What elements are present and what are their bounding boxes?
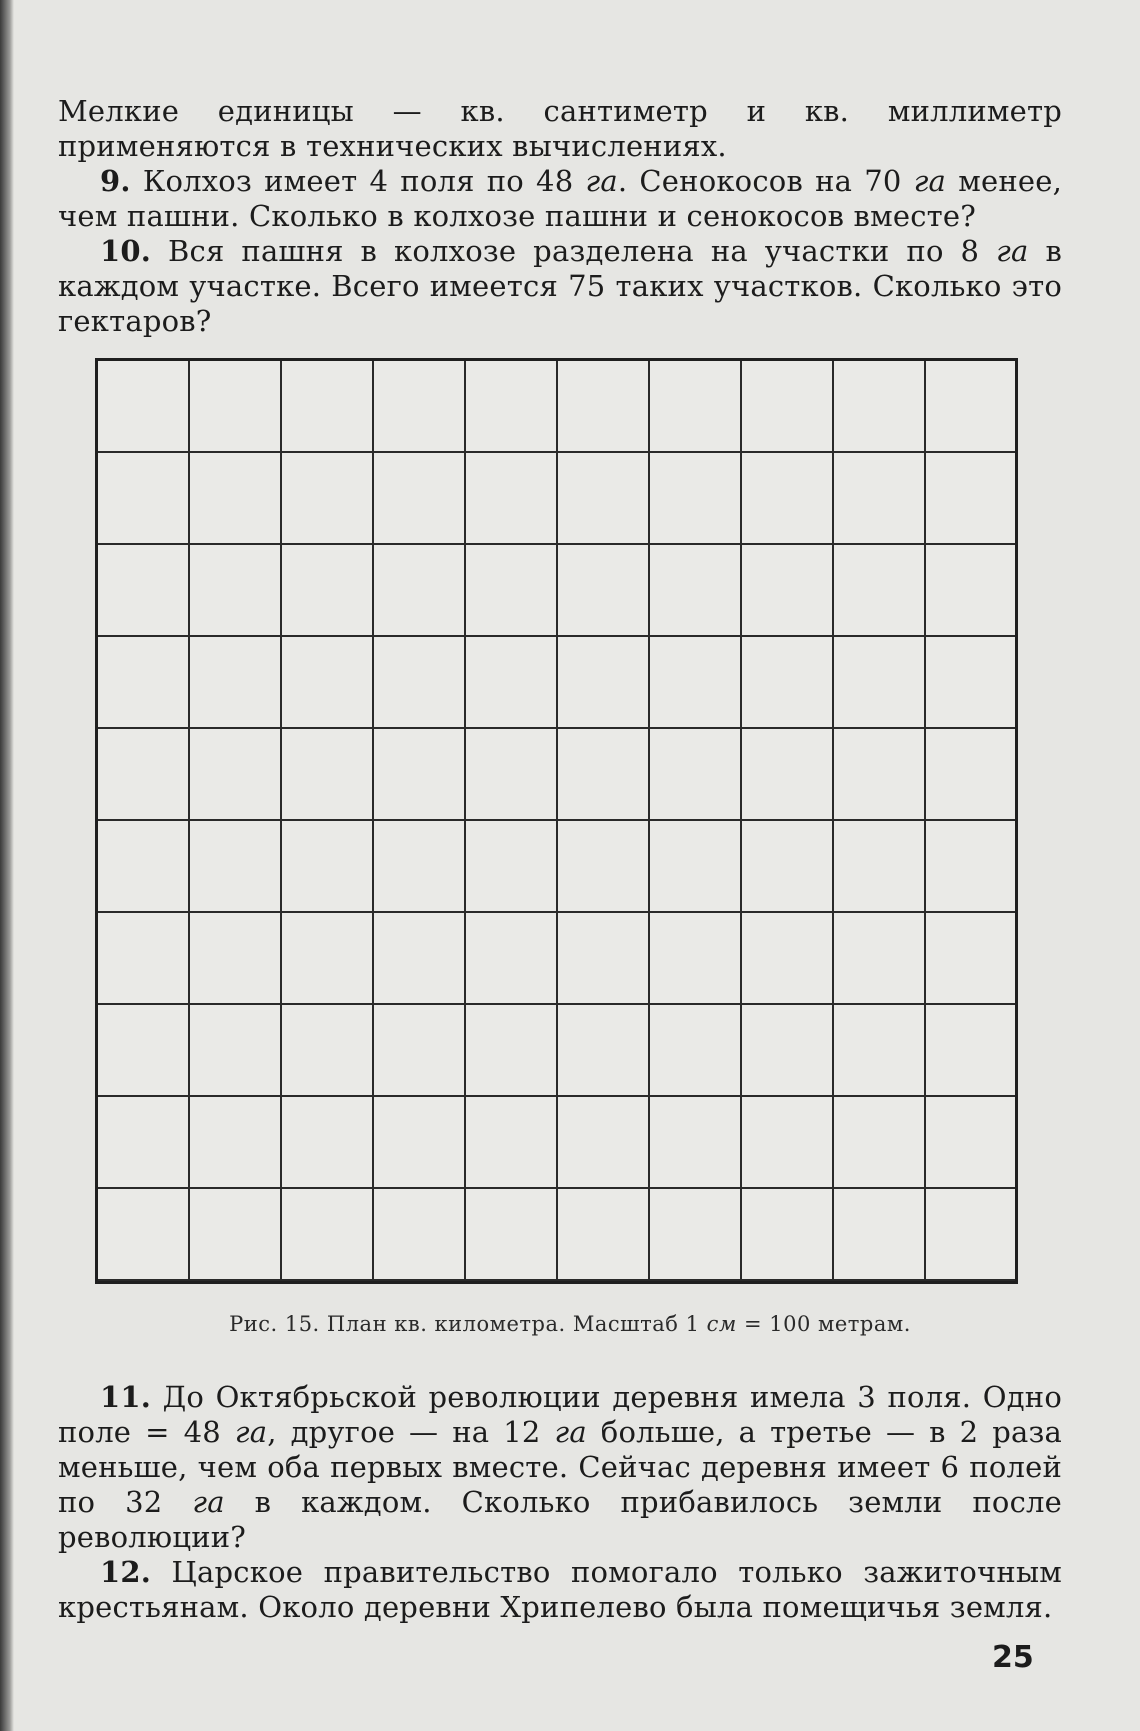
page-edge-shadow (0, 0, 14, 1731)
problem-9 (58, 164, 1062, 234)
problem-9-unit-2: га (913, 164, 947, 198)
problem-11-text-1: До Октябрьской революции деревня имела 3 поля. Одно поле = 48 (58, 1380, 1062, 1449)
problem-10-unit-1: га (996, 234, 1029, 268)
figure-caption (0, 1312, 1140, 1336)
problem-11-unit-1: га (234, 1415, 268, 1449)
problem-11-text-3: больше, а третье — в 2 раза меньше, чем оба первых вместе. Сейчас деревня имеет 6 полей по 32 (58, 1415, 1063, 1519)
caption-unit: см (706, 1312, 737, 1336)
problem-11-unit-2: га (554, 1415, 587, 1449)
problem-11-unit-3: га (192, 1485, 225, 1519)
problem-11-text-4: в каждом. Сколько прибавилось земли после революции? (58, 1485, 1063, 1554)
problem-12-text: Царское правительство помогало только зажиточным крестьянам. Около деревни Хрипелево была помещичья земля. (58, 1555, 1062, 1624)
problem-9-number: 9. (100, 164, 131, 198)
intro-paragraph: Мелкие единицы — кв. сантиметр и кв. миллиметр применяются в технических вычислениях. (58, 94, 1062, 163)
problem-9-text-3: менее, чем пашни. Сколько в колхозе пашни и сенокосов вместе? (58, 164, 1062, 233)
bottom-text-block (58, 1380, 1062, 1625)
problem-10-number: 10. (100, 234, 152, 268)
problem-10 (58, 234, 1062, 339)
square-kilometer-grid-figure (95, 358, 1018, 1284)
problem-12 (58, 1555, 1062, 1625)
problem-11-text-2: , другое — на 12 (267, 1415, 555, 1449)
problem-10-text-1: Вся пашня в колхозе разделена на участки по 8 (151, 234, 997, 268)
problem-12-number: 12. (100, 1555, 152, 1589)
caption-prefix: Рис. 15. План кв. километра. Масштаб 1 (229, 1312, 707, 1336)
problem-11 (58, 1380, 1062, 1555)
problem-11-number: 11. (100, 1380, 152, 1414)
problem-9-text-1: Колхоз имеет 4 поля по 48 (130, 164, 586, 198)
caption-suffix: = 100 метрам. (736, 1312, 911, 1336)
problem-9-unit-1: га (585, 164, 618, 198)
top-text-block (58, 94, 1062, 339)
problem-10-text-2: в каждом участке. Всего имеется 75 таких участков. Сколько это гектаров? (58, 234, 1062, 338)
page-number: 25 (992, 1640, 1034, 1675)
problem-9-text-2: . Сенокосов на 70 (617, 164, 914, 198)
